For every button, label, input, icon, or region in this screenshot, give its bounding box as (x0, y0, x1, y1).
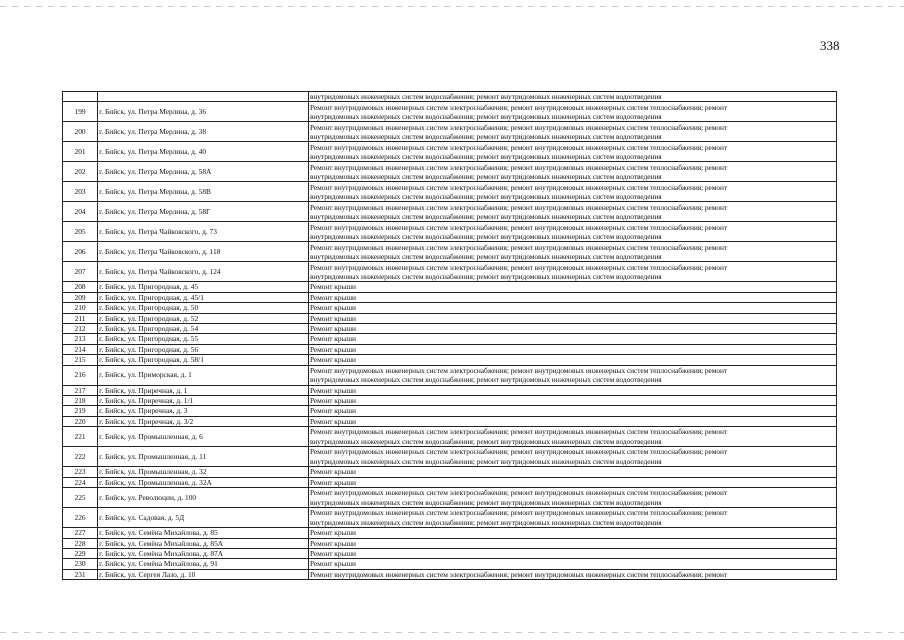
work-line: Ремонт внутридомовых инженерных систем электроснабжения; ремонт внутридомовых инженерных систем теплоснабжения; ремонт (309, 102, 728, 112)
work-line: Ремонт внутридомовых инженерных систем электроснабжения; ремонт внутридомовых инженерных систем теплоснабжения; ремонт (309, 122, 728, 132)
row-address: г. Бийск, ул. Семёна Михайлова, д. 85 (98, 528, 309, 538)
scan-artifact-top (0, 6, 904, 7)
row-work-type (308, 427, 836, 447)
work-line: внутридомовых инженерных систем водоснабжения; ремонт внутридомовых инженерных систем водоотведения (309, 231, 662, 241)
work-line: Ремонт крыши (309, 344, 356, 354)
row-address (98, 92, 309, 102)
work-line: Ремонт внутридомовых инженерных систем электроснабжения; ремонт внутридомовых инженерных систем теплоснабжения; ремонт (309, 162, 728, 172)
row-number: 229 (63, 548, 98, 558)
table-row (63, 92, 837, 102)
repair-table-body (63, 92, 837, 580)
row-address: г. Бийск, ул. Приречная, д. 1/1 (98, 396, 309, 406)
row-address: г. Бийск, ул. Пригородная, д. 58/1 (98, 355, 309, 365)
row-address: г. Бийск, ул. Революции, д. 100 (98, 488, 309, 508)
table-row (63, 222, 837, 242)
row-number: 223 (63, 467, 98, 477)
row-number: 230 (63, 559, 98, 569)
row-work-type (308, 488, 836, 508)
row-address: г. Бийск, ул. Приморская, д. 1 (98, 365, 309, 385)
row-number: 218 (63, 396, 98, 406)
row-address: г. Бийск, ул. Промышленная, д. 11 (98, 447, 309, 467)
work-line: внутридомовых инженерных систем водоснабжения; ремонт внутридомовых инженерных систем водоотведения (309, 375, 662, 385)
table-row (63, 303, 837, 313)
row-number: 210 (63, 303, 98, 313)
row-address: г. Бийск, ул. Петра Мерлина, д. 36 (98, 102, 309, 122)
row-work-type (308, 508, 836, 528)
row-work-type (308, 548, 836, 558)
row-number: 214 (63, 344, 98, 354)
row-work-type (308, 477, 836, 487)
row-address: г. Бийск, ул. Промышленная, д. 32 (98, 467, 309, 477)
row-address: г. Бийск, ул. Петра Мерлина, д. 40 (98, 142, 309, 162)
table-row (63, 488, 837, 508)
scan-artifact-bottom (0, 632, 904, 633)
row-work-type (308, 162, 836, 182)
row-work-type (308, 282, 836, 292)
row-work-type (308, 569, 836, 579)
row-number: 220 (63, 416, 98, 426)
work-line: внутридомовых инженерных систем водоснабжения; ремонт внутридомовых инженерных систем водоотведения (309, 151, 662, 161)
work-line: Ремонт крыши (309, 313, 356, 323)
work-line: внутридомовых инженерных систем водоснабжения; ремонт внутридомовых инженерных систем водоотведения (309, 131, 662, 141)
row-number: 211 (63, 313, 98, 323)
row-number: 203 (63, 182, 98, 202)
table-row (63, 528, 837, 538)
row-address: г. Бийск, ул. Приречная, д. 1 (98, 385, 309, 395)
work-line: Ремонт крыши (309, 538, 356, 548)
row-work-type (308, 292, 836, 302)
table-row (63, 292, 837, 302)
work-line: Ремонт внутридомовых инженерных систем электроснабжения; ремонт внутридомовых инженерных систем теплоснабжения; ремонт (309, 222, 728, 232)
row-number: 199 (63, 102, 98, 122)
row-number: 205 (63, 222, 98, 242)
table-row (63, 262, 837, 282)
row-work-type (308, 202, 836, 222)
work-line: Ремонт внутридомовых инженерных систем электроснабжения; ремонт внутридомовых инженерных систем теплоснабжения; ремонт (309, 365, 728, 375)
row-work-type (308, 538, 836, 548)
work-line: внутридомовых инженерных систем водоснабжения; ремонт внутридомовых инженерных систем водоотведения (309, 271, 662, 281)
work-line: внутридомовых инженерных систем водоснабжения; ремонт внутридомовых инженерных систем водоотведения (309, 191, 662, 201)
row-number: 228 (63, 538, 98, 548)
work-line: Ремонт крыши (309, 385, 356, 395)
row-address: г. Бийск, ул. Приречная, д. 3 (98, 406, 309, 416)
work-line: внутридомовых инженерных систем водоснабжения; ремонт внутридомовых инженерных систем водоотведения (309, 211, 662, 221)
row-number: 201 (63, 142, 98, 162)
row-work-type (308, 222, 836, 242)
work-line: внутридомовых инженерных систем водоснабжения; ремонт внутридомовых инженерных систем водоотведения (309, 517, 662, 527)
row-work-type (308, 467, 836, 477)
row-number: 204 (63, 202, 98, 222)
row-work-type (308, 528, 836, 538)
table-row (63, 548, 837, 558)
row-number: 222 (63, 447, 98, 467)
row-address: г. Бийск, ул. Петра Мерлина, д. 58В (98, 182, 309, 202)
row-work-type (308, 559, 836, 569)
row-address: г. Бийск, ул. Приречная, д. 3/2 (98, 416, 309, 426)
row-number (63, 92, 98, 102)
row-address: г. Бийск, ул. Пригородная, д. 50 (98, 303, 309, 313)
row-address: г. Бийск, ул. Петра Мерлина, д. 58Г (98, 202, 309, 222)
page-number: 338 (820, 38, 840, 53)
table-row (63, 162, 837, 182)
row-address: г. Бийск, ул. Садовая, д. 5Д (98, 508, 309, 528)
row-address: г. Бийск, ул. Семёна Михайлова, д. 85А (98, 538, 309, 548)
table-row (63, 508, 837, 528)
work-line: внутридомовых инженерных систем водоснабжения; ремонт внутридомовых инженерных систем водоотведения (309, 171, 662, 181)
row-address: г. Бийск, ул. Петра Чайковского, д. 118 (98, 242, 309, 262)
work-line: Ремонт крыши (309, 416, 356, 426)
table-row (63, 396, 837, 406)
row-address: г. Бийск, ул. Пригородная, д. 56 (98, 344, 309, 354)
row-work-type (308, 182, 836, 202)
work-line: Ремонт крыши (309, 292, 356, 302)
work-line: Ремонт крыши (309, 406, 356, 416)
work-line: Ремонт внутридомовых инженерных систем электроснабжения; ремонт внутридомовых инженерных систем теплоснабжения; ремонт (309, 569, 728, 579)
row-work-type (308, 396, 836, 406)
row-work-type (308, 242, 836, 262)
row-work-type (308, 355, 836, 365)
row-number: 224 (63, 477, 98, 487)
table-row (63, 467, 837, 477)
row-address: г. Бийск, ул. Петра Мерлина, д. 58А (98, 162, 309, 182)
table-row (63, 427, 837, 447)
table-row (63, 477, 837, 487)
work-line: Ремонт крыши (309, 528, 356, 538)
work-line: Ремонт крыши (309, 548, 356, 558)
row-work-type (308, 447, 836, 467)
table-row (63, 313, 837, 323)
table-row (63, 569, 837, 579)
row-number: 216 (63, 365, 98, 385)
work-line: внутридомовых инженерных систем водоснабжения; ремонт внутридомовых инженерных систем водоотведения (309, 251, 662, 261)
work-line: Ремонт внутридомовых инженерных систем электроснабжения; ремонт внутридомовых инженерных систем теплоснабжения; ремонт (309, 202, 728, 212)
table-row (63, 538, 837, 548)
row-number: 221 (63, 427, 98, 447)
row-work-type (308, 303, 836, 313)
row-number: 215 (63, 355, 98, 365)
row-address: г. Бийск, ул. Пригородная, д. 52 (98, 313, 309, 323)
work-line: Ремонт крыши (309, 467, 356, 477)
work-line: внутридомовых инженерных систем водоснабжения; ремонт внутридомовых инженерных систем водоотведения (309, 436, 662, 446)
row-work-type (308, 324, 836, 334)
row-work-type (308, 142, 836, 162)
row-address: г. Бийск, ул. Пригородная, д. 45/1 (98, 292, 309, 302)
row-number: 226 (63, 508, 98, 528)
row-work-type (308, 365, 836, 385)
table-row (63, 355, 837, 365)
row-number: 206 (63, 242, 98, 262)
row-address: г. Бийск, ул. Петра Чайковского, д. 124 (98, 262, 309, 282)
table-row (63, 202, 837, 222)
row-address: г. Бийск, ул. Петра Мерлина, д. 38 (98, 122, 309, 142)
work-line: Ремонт внутридомовых инженерных систем электроснабжения; ремонт внутридомовых инженерных систем теплоснабжения; ремонт (309, 488, 728, 498)
row-address: г. Бийск, ул. Промышленная, д. 32А (98, 477, 309, 487)
table-row (63, 324, 837, 334)
table-row (63, 242, 837, 262)
row-number: 209 (63, 292, 98, 302)
work-line: Ремонт крыши (309, 324, 356, 334)
table-row (63, 334, 837, 344)
work-line: Ремонт внутридомовых инженерных систем электроснабжения; ремонт внутридомовых инженерных систем теплоснабжения; ремонт (309, 427, 728, 437)
row-number: 217 (63, 385, 98, 395)
row-address: г. Бийск, ул. Пригородная, д. 54 (98, 324, 309, 334)
work-line: внутридомовых инженерных систем водоснабжения; ремонт внутридомовых инженерных систем водоотведения (309, 111, 662, 121)
row-address: г. Бийск, ул. Промышленная, д. 6 (98, 427, 309, 447)
table-row (63, 142, 837, 162)
row-number: 227 (63, 528, 98, 538)
row-number: 231 (63, 569, 98, 579)
row-number: 213 (63, 334, 98, 344)
table-row (63, 447, 837, 467)
work-line: Ремонт крыши (309, 477, 356, 487)
row-work-type (308, 334, 836, 344)
row-number: 200 (63, 122, 98, 142)
table-row (63, 559, 837, 569)
row-number: 212 (63, 324, 98, 334)
row-work-type (308, 344, 836, 354)
row-address: г. Бийск, ул. Пригородная, д. 55 (98, 334, 309, 344)
table-row (63, 365, 837, 385)
row-work-type (308, 385, 836, 395)
work-line: Ремонт крыши (309, 355, 356, 365)
work-line: Ремонт внутридомовых инженерных систем электроснабжения; ремонт внутридомовых инженерных систем теплоснабжения; ремонт (309, 182, 728, 192)
row-work-type (308, 262, 836, 282)
table-row (63, 416, 837, 426)
table-row (63, 102, 837, 122)
row-number: 208 (63, 282, 98, 292)
row-address: г. Бийск, ул. Семёна Михайлова, д. 87А (98, 548, 309, 558)
row-work-type (308, 102, 836, 122)
row-address: г. Бийск, ул. Пригородная, д. 45 (98, 282, 309, 292)
work-line: внутридомовых инженерных систем водоснабжения; ремонт внутридомовых инженерных систем водоотведения (309, 456, 662, 466)
work-line: Ремонт внутридомовых инженерных систем электроснабжения; ремонт внутридомовых инженерных систем теплоснабжения; ремонт (309, 242, 728, 252)
row-work-type (308, 416, 836, 426)
row-number: 219 (63, 406, 98, 416)
work-line: Ремонт крыши (309, 334, 356, 344)
table-row (63, 122, 837, 142)
table-row (63, 385, 837, 395)
row-work-type (308, 92, 836, 102)
row-work-type (308, 313, 836, 323)
table-row (63, 282, 837, 292)
work-line: Ремонт крыши (309, 396, 356, 406)
row-address: г. Бийск, ул. Семёна Михайлова, д. 91 (98, 559, 309, 569)
table-row (63, 344, 837, 354)
table-row (63, 182, 837, 202)
row-work-type (308, 406, 836, 416)
row-number: 225 (63, 488, 98, 508)
work-line: Ремонт внутридомовых инженерных систем электроснабжения; ремонт внутридомовых инженерных систем теплоснабжения; ремонт (309, 447, 728, 457)
work-line: внутридомовых инженерных систем водоснабжения; ремонт внутридомовых инженерных систем водоотведения (309, 497, 662, 507)
row-work-type (308, 122, 836, 142)
work-line: Ремонт крыши (309, 303, 356, 313)
work-line: внутридомовых инженерных систем водоснабжения; ремонт внутридомовых инженерных систем водоотведения (309, 92, 662, 101)
work-line: Ремонт внутридомовых инженерных систем электроснабжения; ремонт внутридомовых инженерных систем теплоснабжения; ремонт (309, 142, 728, 152)
table-row (63, 406, 837, 416)
work-line: Ремонт крыши (309, 282, 356, 292)
work-line: Ремонт внутридомовых инженерных систем электроснабжения; ремонт внутридомовых инженерных систем теплоснабжения; ремонт (309, 262, 728, 272)
work-line: Ремонт крыши (309, 559, 356, 569)
work-line: Ремонт внутридомовых инженерных систем электроснабжения; ремонт внутридомовых инженерных систем теплоснабжения; ремонт (309, 508, 728, 518)
row-address: г. Бийск, ул. Сергея Лазо, д. 10 (98, 569, 309, 579)
repair-table (62, 91, 837, 580)
row-number: 207 (63, 262, 98, 282)
row-number: 202 (63, 162, 98, 182)
row-address: г. Бийск, ул. Петра Чайковского, д. 73 (98, 222, 309, 242)
